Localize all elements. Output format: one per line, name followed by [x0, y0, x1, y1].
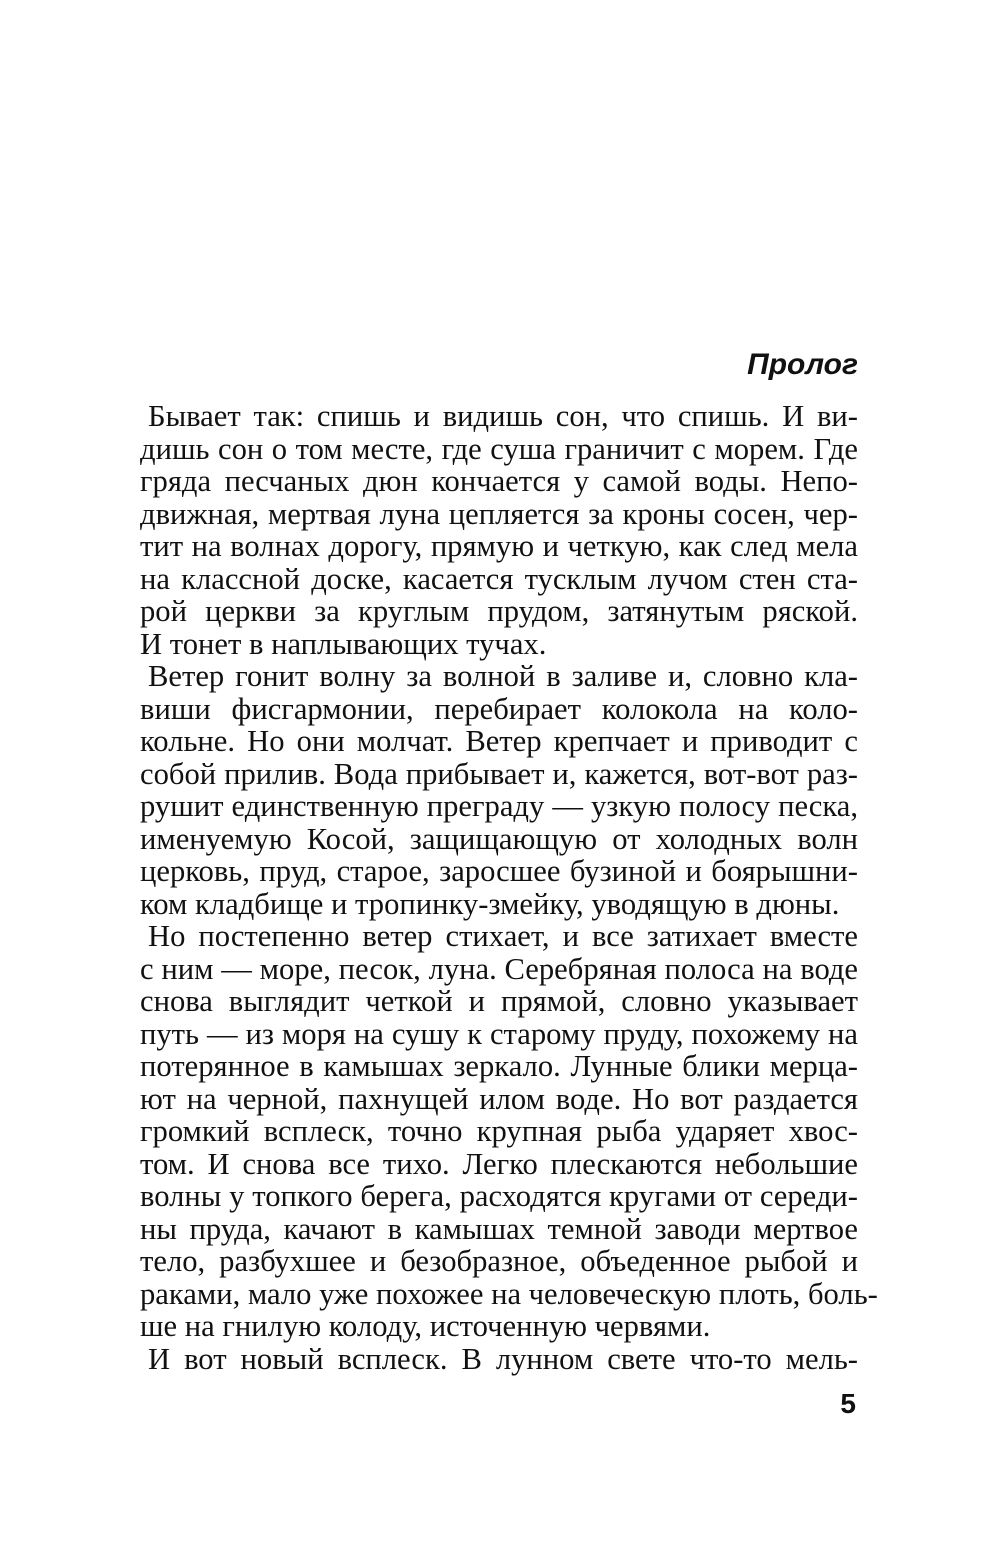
paragraph-1-line-2: дишь сон о том месте, где суша граничит с морем. Где	[140, 431, 858, 466]
paragraph-2-line-2: виши фисгармонии, перебирает колокола на коло-	[140, 691, 858, 726]
paragraph-3-line-2: с ним — море, песок, луна. Серебряная полоса на воде	[140, 951, 858, 986]
paragraph-3-line-8: том. И снова все тихо. Легко плескаются небольшие	[140, 1146, 858, 1181]
paragraph-3-line-4: путь — из моря на сушу к старому пруду, похожему на	[140, 1016, 858, 1051]
paragraph-1-line-6: на классной доске, касается тусклым лучом стен ста-	[140, 561, 858, 596]
paragraph-3-line-1: Но постепенно ветер стихает, и все затихает вместе	[148, 919, 858, 953]
paragraph-2-line-5: рушит единственную преграду — узкую полосу песка,	[140, 789, 858, 823]
paragraph-3-line-9: волны у топкого берега, расходятся кругами от середи-	[140, 1179, 858, 1213]
paragraph-2-line-3: кольне. Но они молчат. Ветер крепчает и приводит с	[140, 724, 858, 758]
paragraph-3-line-10: ны пруда, качают в камышах темной заводи мертвое	[140, 1211, 858, 1246]
paragraph-3-line-5: потерянное в камышах зеркало. Лунные блики мерца-	[140, 1049, 858, 1083]
paragraph-3-line-7: громкий всплеск, точно крупная рыба ударяет хвос-	[140, 1114, 858, 1148]
paragraph-1-line-3: гряда песчаных дюн кончается у самой воды. Непо-	[140, 464, 858, 498]
text-body	[140, 399, 878, 1376]
paragraph-1-line-7: рой церкви за круглым прудом, затянутым ряской.	[140, 594, 858, 628]
paragraph-2-line-6: именуемую Косой, защищающую от холодных волн	[140, 821, 858, 856]
paragraph-2-line-1: Ветер гонит волну за волной в заливе и, словно кла-	[148, 659, 858, 693]
paragraph-3-line-11: тело, разбухшее и безобразное, объеденное рыбой и	[140, 1244, 858, 1278]
paragraph-1-line-4: движная, мертвая луна цепляется за кроны сосен, чер-	[140, 496, 858, 531]
paragraph-4-line-1: И вот новый всплеск. В лунном свете что-то мель-	[148, 1341, 858, 1376]
paragraph-2-line-7: церковь, пруд, старое, заросшее бузиной и боярышни-	[140, 854, 858, 888]
page-number: 5	[840, 1388, 856, 1419]
paragraph-2-line-4: собой прилив. Вода прибывает и, кажется, вот-вот раз-	[140, 756, 858, 791]
paragraph-1-line-8: И тонет в наплывающих тучах.	[140, 626, 547, 661]
chapter-title: Пролог	[747, 348, 858, 381]
paragraph-3-line-3: снова выглядит четкой и прямой, словно указывает	[140, 984, 858, 1018]
paragraph-3-line-6: ют на черной, пахнущей илом воде. Но вот раздается	[140, 1081, 858, 1116]
paragraph-1-line-5: тит на волнах дорогу, прямую и четкую, как след мела	[140, 529, 858, 563]
paragraph-3-line-13: ше на гнилую колоду, источенную червями.	[140, 1309, 711, 1343]
paragraph-3-line-12: раками, мало уже похожее на человеческую плоть, боль-	[140, 1276, 878, 1311]
paragraph-2-line-8: ком кладбище и тропинку-змейку, уводящую в дюны.	[140, 886, 840, 921]
paragraph-1-line-1: Бывает так: спишь и видишь сон, что спишь. И ви-	[148, 399, 858, 433]
